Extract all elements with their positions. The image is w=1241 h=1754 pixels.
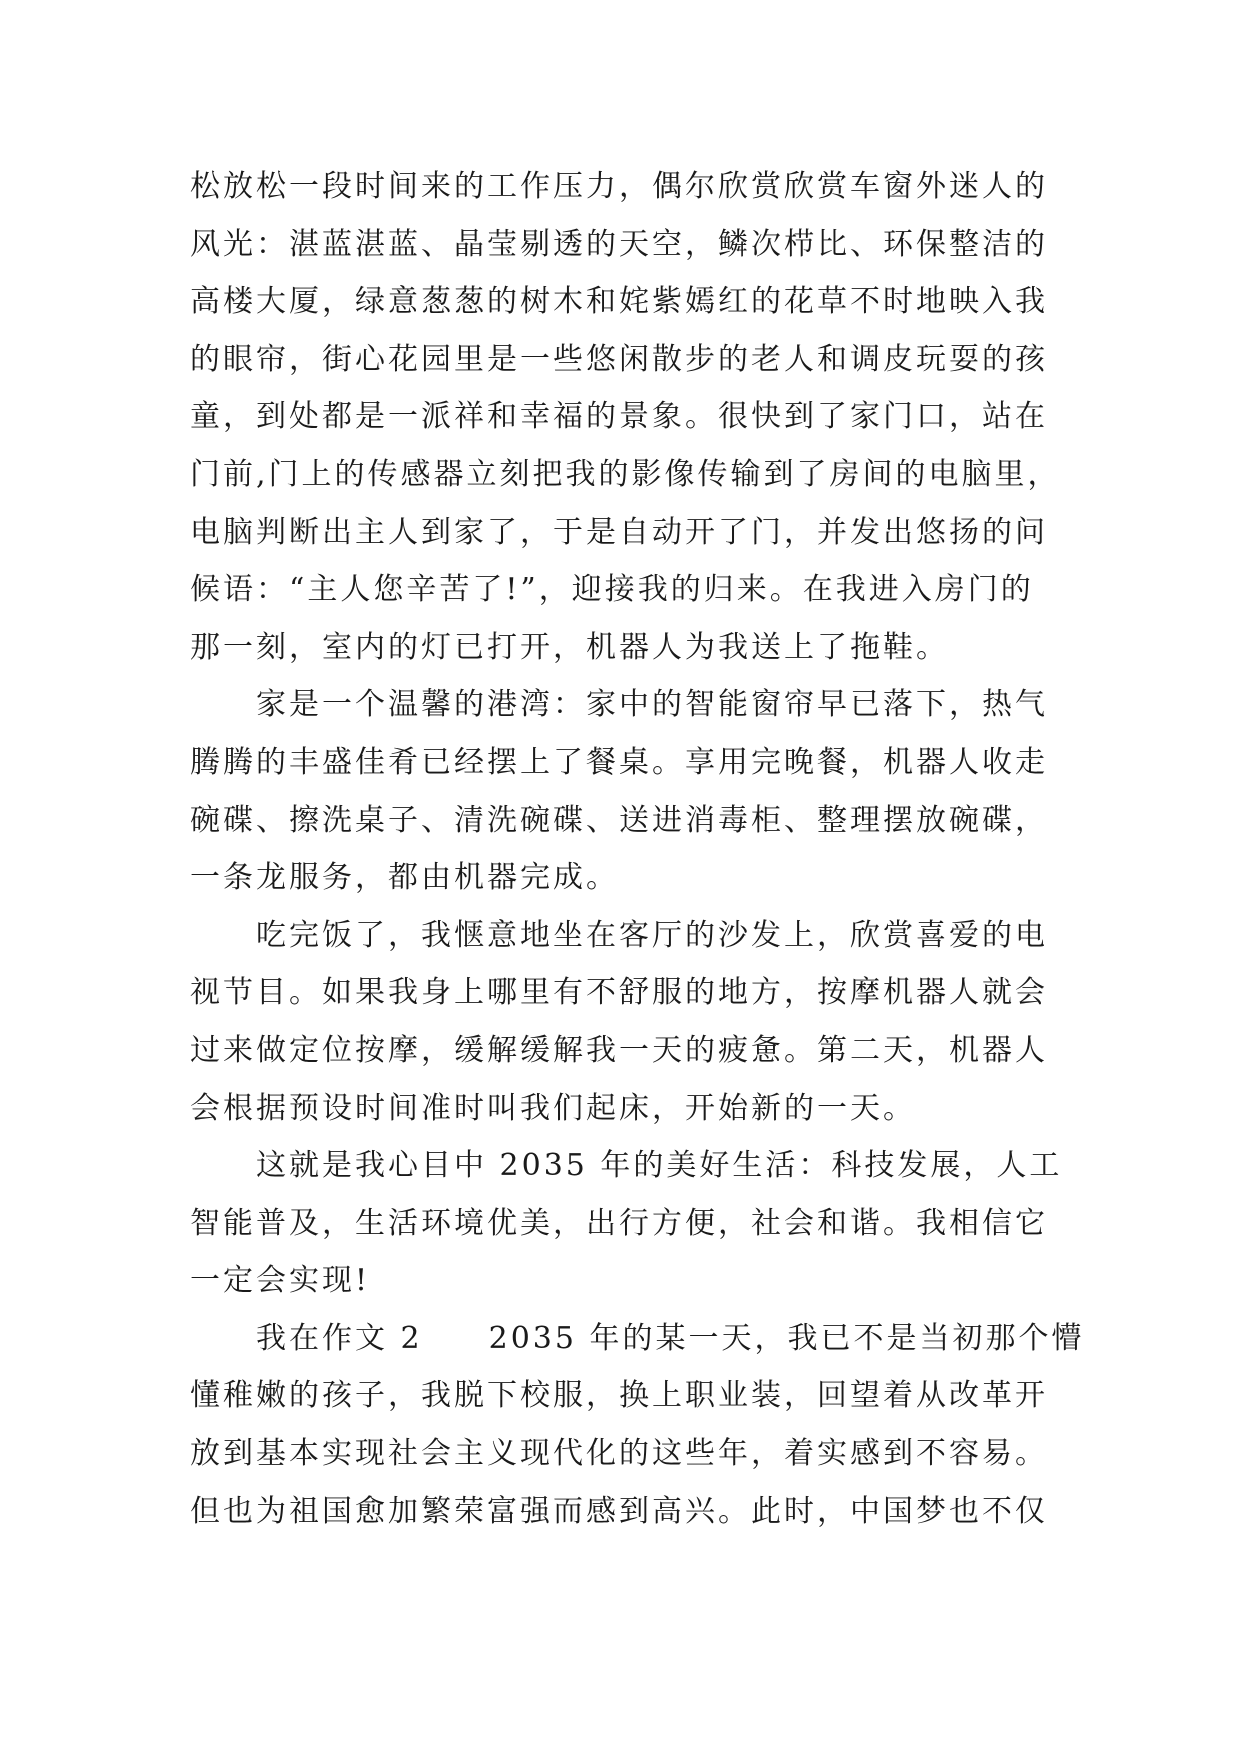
text-line: 但也为祖国愈加繁荣富强而感到高兴。此时，中国梦也不仅	[190, 1493, 1048, 1529]
text-line: 视节目。如果我身上哪里有不舒服的地方，按摩机器人就会	[190, 975, 1048, 1011]
text-line: 童，到处都是一派祥和幸福的景象。很快到了家门口，站在	[190, 399, 1048, 435]
text-line: 风光：湛蓝湛蓝、晶莹剔透的天空，鳞次栉比、环保整洁的	[190, 226, 1048, 262]
text-line: 这就是我心目中 2035 年的美好生活：科技发展，人工	[190, 1148, 1063, 1184]
text-line: 碗碟、擦洗桌子、清洗碗碟、送进消毒柜、整理摆放碗碟，	[190, 802, 1048, 838]
text-line: 家是一个温馨的港湾：家中的智能窗帘早已落下，热气	[190, 687, 1048, 723]
text-line: 智能普及，生活环境优美，出行方便，社会和谐。我相信它	[190, 1205, 1048, 1241]
text-line: 懂稚嫩的孩子，我脱下校服，换上职业装，回望着从改革开	[190, 1378, 1048, 1414]
text-line: 放到基本实现社会主义现代化的这些年，着实感到不容易。	[190, 1436, 1048, 1472]
text-line: 会根据预设时间准时叫我们起床，开始新的一天。	[190, 1090, 916, 1126]
text-line: 腾腾的丰盛佳肴已经摆上了餐桌。享用完晚餐，机器人收走	[190, 744, 1048, 780]
text-line: 一定会实现!	[190, 1263, 371, 1299]
text-line: 一条龙服务，都由机器完成。	[190, 860, 619, 896]
text-line: 过来做定位按摩，缓解缓解我一天的疲惫。第二天，机器人	[190, 1032, 1048, 1068]
text-line: 的眼帘，街心花园里是一些悠闲散步的老人和调皮玩耍的孩	[190, 341, 1048, 377]
text-line: 松放松一段时间来的工作压力，偶尔欣赏欣赏车窗外迷人的	[190, 169, 1048, 204]
text-line: 吃完饭了，我惬意地坐在客厅的沙发上，欣赏喜爱的电	[190, 917, 1048, 953]
text-line: 高楼大厦，绿意葱葱的树木和姹紫嫣红的花草不时地映入我	[190, 284, 1048, 320]
text-line: 门前,门上的传感器立刻把我的影像传输到了房间的电脑里，	[190, 456, 1061, 492]
text-line: 那一刻，室内的灯已打开，机器人为我送上了拖鞋。	[190, 629, 949, 665]
text-line: 电脑判断出主人到家了，于是自动开了门，并发出悠扬的问	[190, 514, 1048, 550]
body-text	[190, 158, 1085, 1540]
text-line: 候语：“主人您辛苦了!”，迎接我的归来。在我进入房门的	[190, 572, 1034, 608]
text-line: 我在作文 2 2035 年的某一天，我已不是当初那个懵	[190, 1320, 1085, 1356]
